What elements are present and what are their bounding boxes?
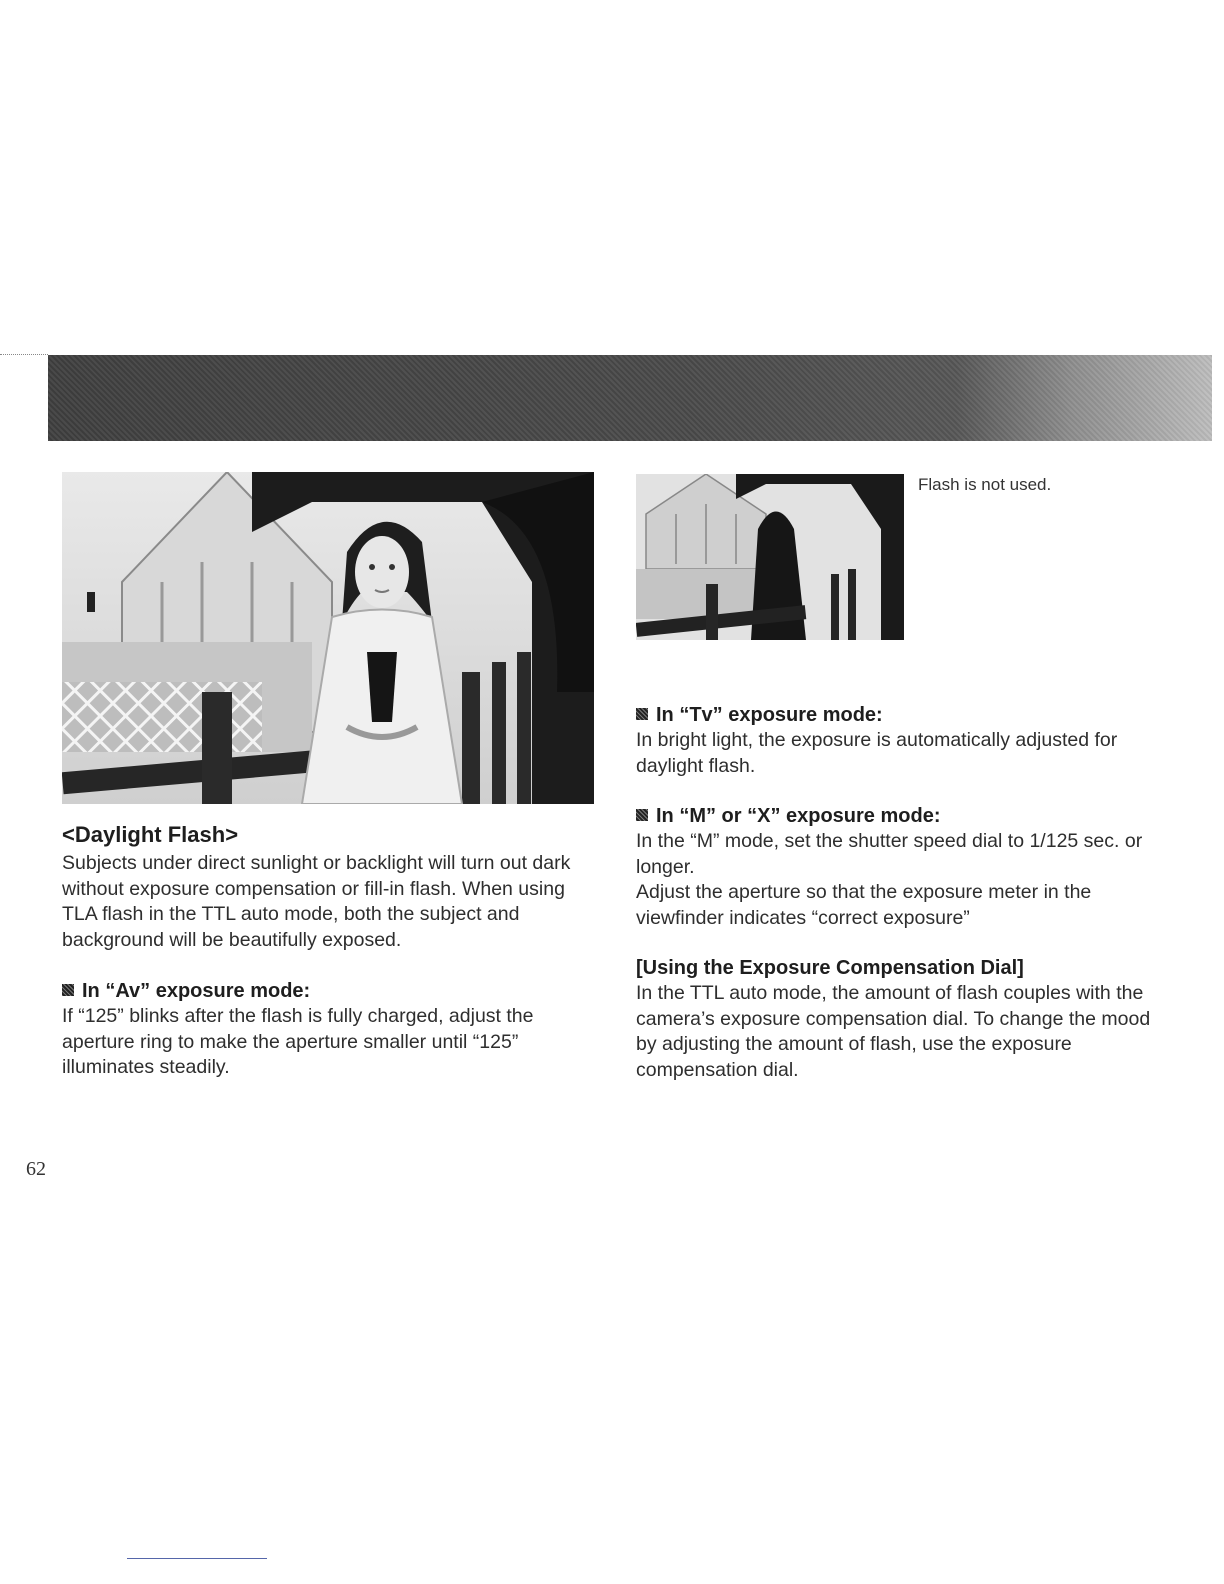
intro-paragraph: Subjects under direct sunlight or backlight will turn out dark without exposure compensation or fill-in flash. When using TLA flash in the TTL auto mode, both the subject and background will be beautifully exposed. xyxy=(62,852,571,951)
margin-dotted-line xyxy=(0,354,48,355)
no-flash-photo xyxy=(636,474,904,640)
av-mode-text: If “125” blinks after the flash is fully charged, adjust the aperture ring to make the aperture smaller until “125” illuminates steadily. xyxy=(62,1005,534,1078)
av-mode-heading xyxy=(62,979,572,1004)
mx-mode-text-1: In the “M” mode, set the shutter speed dial to 1/125 sec. or longer. xyxy=(636,830,1143,878)
left-column xyxy=(62,822,572,1081)
dial-text: In the TTL auto mode, the amount of flash couples with the camera’s exposure compensation dial. To change the mood by adjusting the amount of flash, use the exposure compensation dial. xyxy=(636,982,1151,1081)
dial-heading: [Using the Exposure Compensation Dial] xyxy=(636,957,1024,979)
square-bullet-icon xyxy=(62,984,74,996)
av-mode-heading-text: In “Av” exposure mode: xyxy=(82,980,311,1002)
mx-mode-heading xyxy=(636,804,1166,829)
page-number: 62 xyxy=(26,1158,46,1180)
tv-mode-text: In bright light, the exposure is automatically adjusted for daylight flash. xyxy=(636,729,1118,777)
section-title: <Daylight Flash> xyxy=(62,822,239,847)
square-bullet-icon xyxy=(636,708,648,720)
square-bullet-icon xyxy=(636,809,648,821)
header-banner xyxy=(48,355,1212,441)
daylight-flash-photo xyxy=(62,472,594,804)
footer-rule xyxy=(127,1558,267,1559)
right-column xyxy=(636,703,1166,1083)
mx-mode-heading-text: In “M” or “X” exposure mode: xyxy=(656,805,941,827)
photo-caption: Flash is not used. xyxy=(918,475,1052,494)
tv-mode-heading-text: In “Tv” exposure mode: xyxy=(656,704,883,726)
tv-mode-heading xyxy=(636,703,1166,728)
mx-mode-text-2: Adjust the aperture so that the exposure meter in the viewfinder indicates “correct exposure” xyxy=(636,881,1092,929)
